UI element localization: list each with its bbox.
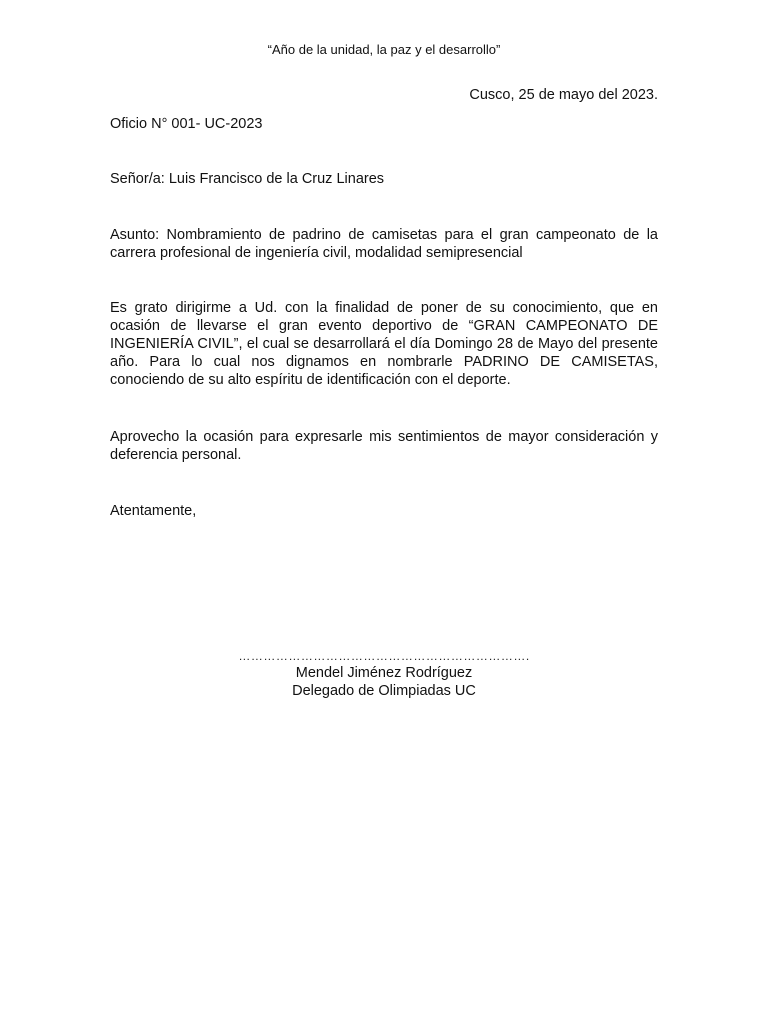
closing-paragraph: Aprovecho la ocasión para expresarle mis sentimientos de mayor consideración y deferencia personal.: [110, 429, 658, 463]
document-reference: Oficio N° 001- UC-2023: [110, 116, 263, 132]
regards-line: Atentamente,: [110, 503, 197, 519]
signature-block: [0, 648, 768, 700]
subject-paragraph: Asunto: Nombramiento de padrino de camisetas para el gran campeonato de la carrera profesional de ingeniería civil, modalidad semipresencial: [110, 227, 658, 261]
header-motto: “Año de la unidad, la paz y el desarrollo”: [267, 42, 501, 57]
signer-title: Delegado de Olimpiadas UC: [292, 683, 476, 699]
body-paragraph: Es grato dirigirme a Ud. con la finalidad de poner de su conocimiento, que en ocasión de llevarse el gran evento deportivo de “GRAN CAMPEONATO DE INGENIERÍA CIVIL”, el cual se desarrollará el día Domingo 28 de Mayo del presente año. Para lo cual nos dignamos en nombrarle PADRINO DE CAMISETAS, conociendo de su alto espíritu de identificación con el deporte.: [110, 300, 658, 388]
signature-line: …………………………………………………………….: [238, 649, 530, 663]
signer-name: Mendel Jiménez Rodríguez: [295, 665, 473, 681]
recipient-line: Señor/a: Luis Francisco de la Cruz Linares: [110, 171, 385, 187]
place-date: Cusco, 25 de mayo del 2023.: [469, 87, 658, 103]
